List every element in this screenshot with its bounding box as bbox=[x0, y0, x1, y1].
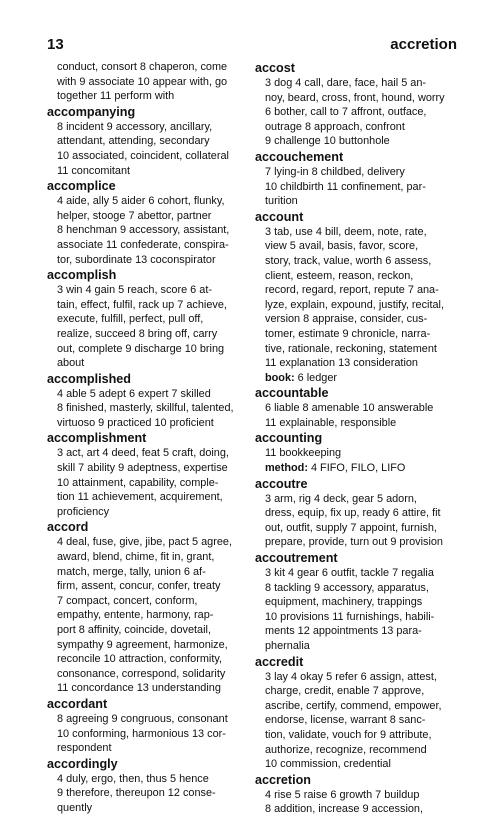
entry-definitions bbox=[265, 225, 460, 386]
sub-entry-text: 6 ledger bbox=[294, 371, 338, 384]
entry-definitions bbox=[57, 120, 251, 178]
definition-line: phernalia bbox=[265, 640, 310, 652]
definition-line: 10 attainment, capability, comple- bbox=[57, 476, 219, 489]
definition-line: view 5 avail, basis, favor, score, bbox=[265, 240, 419, 253]
dictionary-entry bbox=[47, 696, 251, 756]
definition-line: 11 concomitant bbox=[57, 164, 131, 177]
definition-line: 8 agreeing 9 congruous, consonant bbox=[57, 712, 228, 725]
definition-line: respondent bbox=[57, 742, 112, 755]
definition-line: 3 lay 4 okay 5 refer 6 assign, attest, bbox=[265, 670, 437, 683]
sub-entry-line bbox=[265, 461, 460, 476]
definition-line: match, merge, tally, union 6 af- bbox=[57, 565, 206, 578]
entry-definitions bbox=[265, 670, 460, 772]
left-column bbox=[47, 60, 251, 816]
definition-line: 3 arm, rig 4 deck, gear 5 adorn, bbox=[265, 492, 417, 505]
definition-line: with 9 associate 10 appear with, go bbox=[57, 75, 228, 88]
definition-line: 3 win 4 gain 5 reach, score 6 at- bbox=[57, 284, 212, 297]
definition-line: helper, stooge 7 abettor, partner bbox=[57, 209, 212, 222]
entry-headword: accoutre bbox=[255, 476, 308, 491]
dictionary-entry bbox=[47, 178, 251, 267]
definition-line: version 8 appraise, consider, cus- bbox=[265, 313, 428, 326]
entry-definitions bbox=[57, 535, 251, 696]
guide-word: accretion bbox=[390, 36, 457, 53]
definition-line: 4 rise 5 raise 6 growth 7 buildup bbox=[265, 788, 420, 801]
entry-definitions bbox=[265, 492, 460, 550]
definition-line: 9 therefore, thereupon 12 conse- bbox=[57, 787, 216, 800]
sub-entry-label: book: bbox=[265, 371, 295, 384]
entry-definitions bbox=[57, 283, 251, 371]
definition-line: outrage 8 approach, confront bbox=[265, 120, 405, 133]
definition-line: tain, effect, fulfil, rack up 7 achieve, bbox=[57, 298, 227, 311]
definition-line: charge, credit, enable 7 approve, bbox=[265, 685, 425, 698]
entry-definitions bbox=[265, 446, 460, 475]
page-header bbox=[47, 36, 457, 56]
definition-line: client, esteem, reason, reckon, bbox=[265, 269, 414, 282]
entry-definitions bbox=[265, 76, 460, 149]
definition-line: 3 kit 4 gear 6 outfit, tackle 7 regalia bbox=[265, 567, 434, 580]
definition-line: 8 tackling 9 accessory, apparatus, bbox=[265, 581, 429, 594]
entry-headword: accountable bbox=[255, 386, 329, 401]
dictionary-entry bbox=[47, 104, 251, 178]
definition-line: 11 bookkeeping bbox=[265, 447, 342, 460]
definition-line: sympathy 9 agreement, harmonize, bbox=[57, 638, 228, 651]
entry-headword: accredit bbox=[255, 654, 304, 669]
definition-line: 11 explanation 13 consideration bbox=[265, 357, 418, 370]
entry-headword: accomplish bbox=[47, 268, 117, 283]
definition-line: out, complete 9 discharge 10 bring bbox=[57, 342, 225, 355]
definition-line: 4 able 5 adept 6 expert 7 skilled bbox=[57, 387, 211, 400]
definition-line: story, track, value, worth 6 assess, bbox=[265, 254, 432, 267]
dictionary-entry bbox=[47, 371, 251, 431]
definition-line: lyze, explain, expound, justify, recital, bbox=[265, 298, 444, 311]
definition-line: tion, validate, vouch for 9 attribute, bbox=[265, 728, 432, 741]
definition-line: 9 challenge 10 buttonhole bbox=[265, 135, 390, 148]
dictionary-entry bbox=[255, 385, 460, 430]
definition-line: 3 act, art 4 deed, feat 5 craft, doing, bbox=[57, 447, 229, 460]
dictionary-entry bbox=[47, 267, 251, 371]
definition-line: 10 provisions 11 furnishings, habili- bbox=[265, 610, 435, 623]
dictionary-entry bbox=[255, 60, 460, 149]
dictionary-entry bbox=[255, 476, 460, 550]
definition-line: 8 henchman 9 accessory, assistant, bbox=[57, 224, 230, 237]
entry-headword: accomplished bbox=[47, 371, 131, 386]
entry-headword: accost bbox=[255, 61, 295, 75]
definition-line: 10 conforming, harmonious 13 cor- bbox=[57, 727, 226, 740]
definition-line: empathy, entente, harmony, rap- bbox=[57, 609, 214, 622]
definition-line: 10 childbirth 11 confinement, par- bbox=[265, 180, 426, 193]
dictionary-entry bbox=[52, 60, 251, 104]
definition-line: ascribe, certify, commend, empower, bbox=[265, 699, 442, 712]
dictionary-entry bbox=[255, 550, 460, 654]
definition-line: 3 tab, use 4 bill, deem, note, rate, bbox=[265, 225, 427, 238]
entry-definitions bbox=[57, 60, 251, 104]
right-column bbox=[255, 60, 460, 817]
dictionary-entry bbox=[47, 430, 251, 519]
definition-line: associate 11 confederate, conspira- bbox=[57, 238, 229, 251]
definition-line: realize, succeed 8 bring off, carry bbox=[57, 327, 218, 340]
entry-definitions bbox=[57, 387, 251, 431]
definition-line: execute, fulfill, perfect, pull off, bbox=[57, 313, 204, 326]
entry-headword: accouchement bbox=[255, 149, 344, 164]
dictionary-entry bbox=[47, 756, 251, 816]
entry-definitions bbox=[57, 772, 251, 816]
dictionary-entry bbox=[255, 654, 460, 772]
definition-line: 10 associated, coincident, collateral bbox=[57, 149, 229, 162]
definition-line: tor, subordinate 13 coconspirator bbox=[57, 253, 216, 266]
entry-headword: accomplice bbox=[47, 179, 116, 194]
definition-line: prepare, provide, turn out 9 provision bbox=[265, 536, 443, 549]
definition-line: 7 compact, concert, conform, bbox=[57, 594, 198, 607]
entry-definitions bbox=[265, 165, 460, 209]
entry-definitions bbox=[57, 194, 251, 267]
definition-line: equipment, machinery, trappings bbox=[265, 596, 423, 609]
definition-line: conduct, consort 8 chaperon, come bbox=[57, 61, 228, 73]
definition-line: authorize, recognize, recommend bbox=[265, 743, 427, 756]
entry-headword: account bbox=[255, 209, 304, 224]
entry-headword: accretion bbox=[255, 772, 311, 787]
definition-line: dress, equip, fix up, ready 6 attire, fit bbox=[265, 507, 441, 520]
definition-line: tomer, estimate 9 chronicle, narra- bbox=[265, 327, 431, 340]
definition-line: ments 12 appointments 13 para- bbox=[265, 625, 422, 638]
definition-line: skill 7 ability 9 adeptness, expertise bbox=[57, 462, 228, 475]
definition-line: 8 finished, masterly, skillful, talented, bbox=[57, 402, 234, 415]
definition-line: attendant, attending, secondary bbox=[57, 135, 210, 148]
definition-line: 6 liable 8 amenable 10 answerable bbox=[265, 402, 434, 415]
definition-line: 11 concordance 13 understanding bbox=[57, 682, 221, 695]
definition-line: endorse, license, warrant 8 sanc- bbox=[265, 714, 426, 727]
definition-line: together 11 perform with bbox=[57, 90, 175, 103]
definition-line: out, outfit, supply 7 appoint, furnish, bbox=[265, 521, 437, 534]
entry-definitions bbox=[265, 788, 460, 817]
sub-entry-line bbox=[265, 371, 460, 386]
entry-headword: accordant bbox=[47, 696, 108, 711]
definition-line: virtuoso 9 practiced 10 proficient bbox=[57, 416, 214, 429]
definition-line: 8 addition, increase 9 accession, bbox=[265, 803, 424, 816]
definition-line: 11 explainable, responsible bbox=[265, 416, 397, 429]
entry-definitions bbox=[57, 712, 251, 756]
definition-line: port 8 affinity, coincide, dovetail, bbox=[57, 624, 211, 636]
definition-line: 4 deal, fuse, give, jibe, pact 5 agree, bbox=[57, 536, 232, 549]
entry-headword: accord bbox=[47, 520, 89, 535]
page-number: 13 bbox=[47, 36, 64, 53]
entry-headword: accordingly bbox=[47, 756, 118, 771]
definition-line: tive, rationale, reckoning, statement bbox=[265, 342, 437, 355]
dictionary-entry bbox=[255, 430, 460, 475]
definition-line: 7 lying-in 8 childbed, delivery bbox=[265, 165, 405, 178]
definition-line: proficiency bbox=[57, 505, 110, 518]
definition-line: noy, beard, cross, front, hound, worry bbox=[265, 91, 445, 104]
definition-line: 4 duly, ergo, then, thus 5 hence bbox=[57, 772, 209, 785]
definition-line: consonance, correspond, solidarity bbox=[57, 667, 226, 680]
definition-line: turition bbox=[265, 195, 298, 208]
definition-line: reconcile 10 attraction, conformity, bbox=[57, 653, 223, 666]
sub-entry-text: 4 FIFO, FILO, LIFO bbox=[307, 462, 406, 475]
entry-headword: accompanying bbox=[47, 104, 136, 119]
entry-definitions bbox=[265, 566, 460, 654]
definition-line: quently bbox=[57, 801, 93, 814]
entry-definitions bbox=[265, 401, 460, 430]
sub-entry-label: method: bbox=[265, 462, 308, 475]
dictionary-entry bbox=[47, 519, 251, 696]
definition-line: 6 bother, call to 7 affront, outface, bbox=[265, 106, 427, 119]
definition-line: tion 11 achievement, acquirement, bbox=[57, 491, 223, 504]
definition-line: firm, assent, concur, confer, treaty bbox=[57, 580, 221, 593]
entry-headword: accomplishment bbox=[47, 431, 147, 446]
entry-definitions bbox=[57, 446, 251, 519]
dictionary-entry bbox=[255, 772, 460, 817]
entry-headword: accounting bbox=[255, 431, 323, 446]
definition-line: 8 incident 9 accessory, ancillary, bbox=[57, 120, 213, 133]
dictionary-entry bbox=[255, 149, 460, 209]
definition-line: about bbox=[57, 357, 85, 370]
definition-line: award, blend, chime, fit in, grant, bbox=[57, 551, 215, 564]
definition-line: 3 dog 4 call, dare, face, hail 5 an- bbox=[265, 77, 427, 89]
definition-line: 10 commission, credential bbox=[265, 758, 391, 771]
definition-line: record, regard, report, repute 7 ana- bbox=[265, 284, 439, 297]
dictionary-entry bbox=[255, 209, 460, 386]
entry-headword: accoutrement bbox=[255, 551, 338, 566]
definition-line: 4 aide, ally 5 aider 6 cohort, flunky, bbox=[57, 195, 225, 208]
